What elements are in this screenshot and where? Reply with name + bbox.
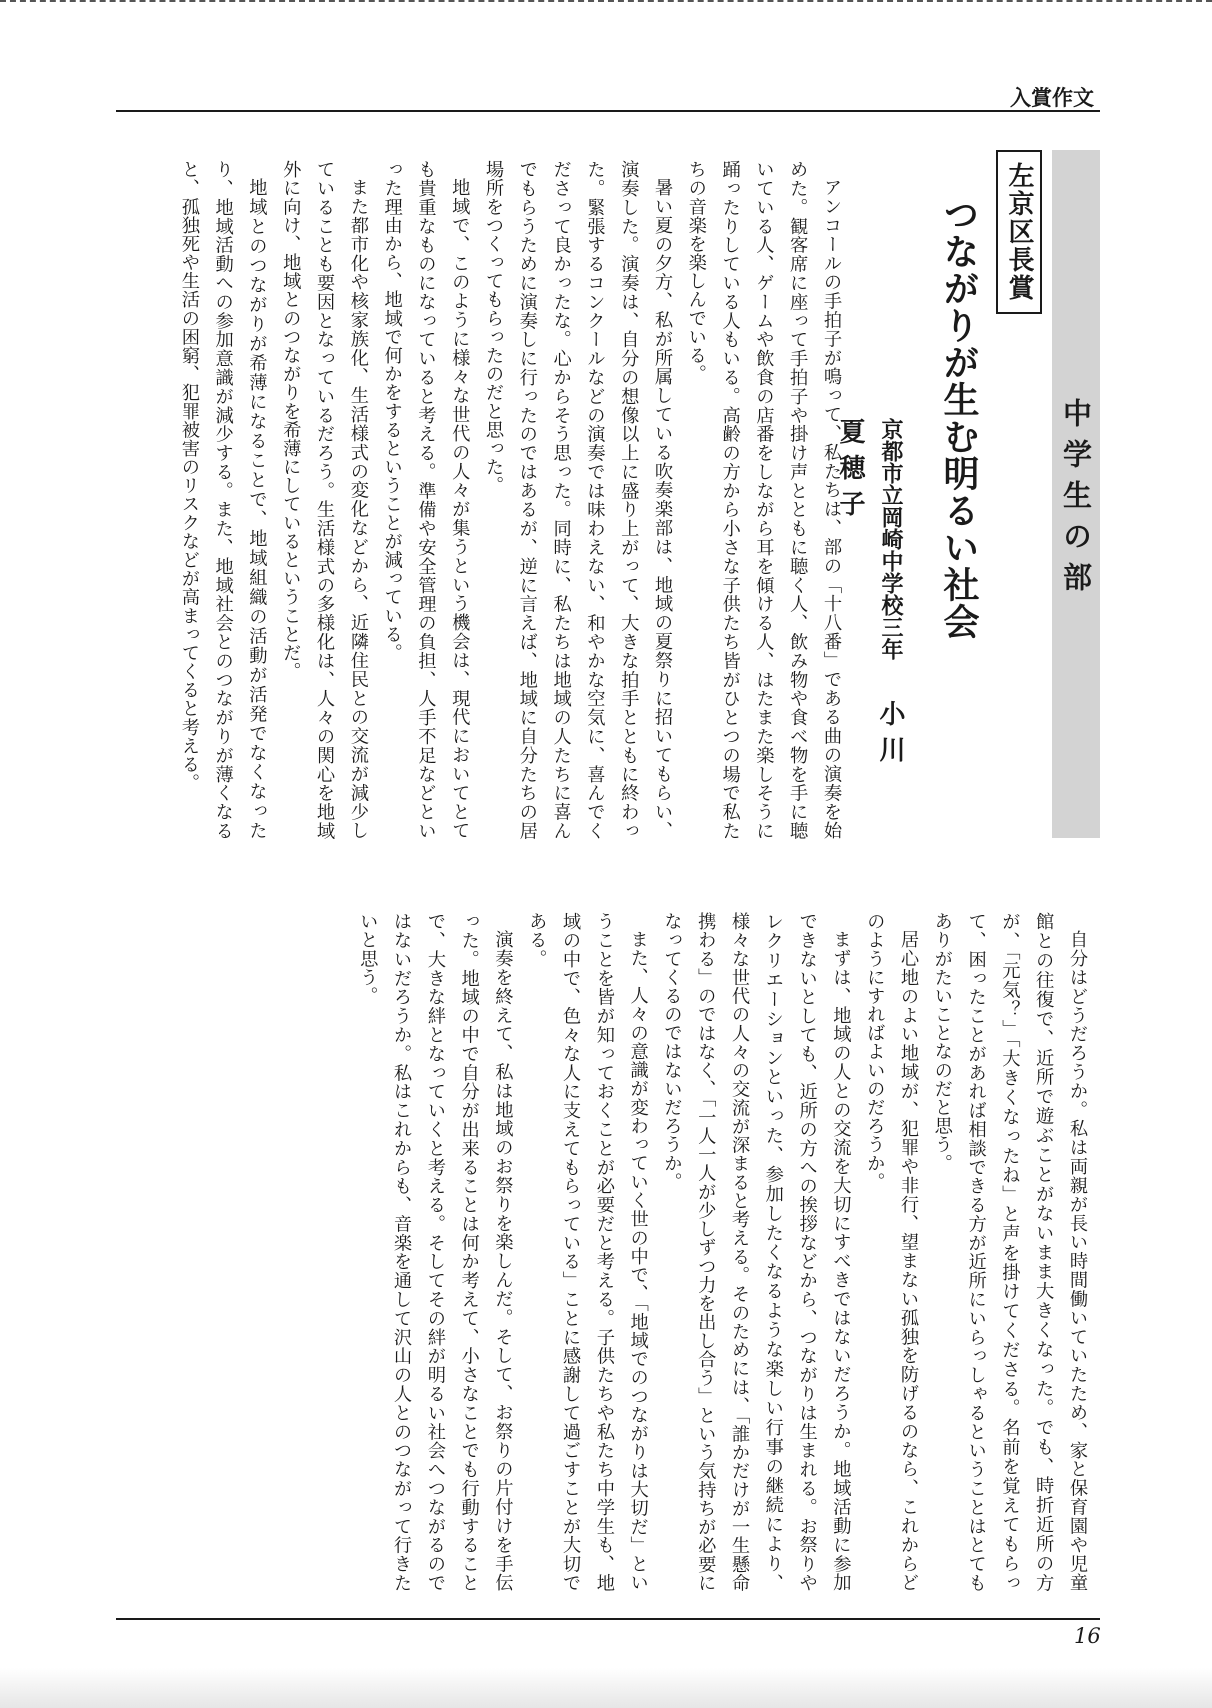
author-name: 小川 夏穂子 xyxy=(835,418,905,808)
award-label: 左京区長賞 xyxy=(996,150,1042,314)
section-title: 中学生の部 xyxy=(1059,398,1093,603)
paragraph: 自分はどうだろうか。私は両親が長い時間働いていたため、家と保育園や児童館との往復で、近所で遊ぶことがないまま大きくなった。でも、時折近所の方が、「元気？」「大きくなったね」と声を掛けてくださる。名前を覚えてもらって、困ったことがあれば相談できる方が近所にいらっしゃるということはとてもありがたいことなのだと思う。 xyxy=(931,912,1088,1592)
footer-rule xyxy=(116,1618,1100,1620)
paragraph: アンコールの手拍子が鳴って、私たちは、部の「十八番」である曲の演奏を始めた。観客席に座って手拍子や掛け声とともに聴く人、飲み物や食べ物を手に聴いている人、ゲームや飲食の店番をしながら耳を傾ける人、はたまた楽しそうに踊ったりしている人もいる。高齢の方から小さな子供たち皆がひとつの場で私たちの音楽を楽しんでいる。 xyxy=(685,160,842,840)
paragraph: まずは、地域の人との交流を大切にすべきではないだろうか。地域活動に参加できないとしても、近所の方への挨拶などから、つながりは生まれる。お祭りやレクリエーションといった、参加したくなるような楽しい行事の継続により、様々な世代の人々の交流が深まると考える。そのためには、「誰かだけが一生懸命携わる」のではなく、「一人一人が少しずつ力を出し合う」という気持ちが必要になってくるのではないだろうか。 xyxy=(661,912,852,1592)
paragraph: 居心地のよい地域が、犯罪や非行、望まない孤独を防げるのなら、これからどのようにすればよいのだろうか。 xyxy=(864,912,920,1592)
paragraph: また都市化や核家族化、生活様式の変化などから、近隣住民との交流が減少していることも要因となっているだろう。生活様式の多様化は、人々の関心を地域外に向け、地域とのつながりを希薄にしているということだ。 xyxy=(280,160,369,840)
essay-body-upper xyxy=(118,160,848,840)
paragraph: 演奏を終えて、私は地域のお祭りを楽しんだ。そして、お祭りの片付けを手伝った。地域の中で自分が出来ることは何か考えて、小さなことでも行動することで、大きな絆となっていくと考える。そしてその絆が明るい社会へつながるのではないだろうか。私はこれからも、音楽を通して沢山の人とのつながって行きたいと思う。 xyxy=(357,912,514,1592)
essay-body-lower xyxy=(358,912,1094,1592)
essay-title: つながりが生む明るい社会 xyxy=(938,196,979,640)
paragraph: 地域で、このように様々な世代の人々が集うという機会は、現代においてとても貴重なものになっていると考える。準備や安全管理の負担、人手不足などといった理由から、地域で何かをするということが減っている。 xyxy=(381,160,471,840)
page-bottom-shadow xyxy=(0,1668,1212,1708)
page-number: 16 xyxy=(1074,1624,1101,1648)
header-rule xyxy=(116,110,1100,112)
paragraph: 地域とのつながりが希薄になることで、地域組織の活動が活発でなくなったり、地域活動への参加意識が減少する。また、地域社会とのつながりが薄くなると、孤独死や生活の困窮、犯罪被害のリスクなどが高まってくると考える。 xyxy=(178,160,268,840)
author-school: 京都市立岡崎中学校三年 xyxy=(878,418,903,660)
header-label: 入賞作文 xyxy=(1010,86,1094,110)
paragraph: また、人々の意識が変わっていく世の中で、「地域でのつながりは大切だ」ということを皆が知っておくことが必要だと考える。子供たちや私たち中学生も、地域の中で、色々な人に支えてもらっている」ことに感謝して過ごすことが大切である。 xyxy=(526,912,649,1592)
top-dashed-border xyxy=(0,0,1212,10)
author-block xyxy=(835,418,910,838)
paragraph: 暑い夏の夕方、私が所属している吹奏楽部は、地域の夏祭りに招いてもらい、演奏した。演奏は、自分の想像以上に盛り上がって、大きな拍手とともに終わった。緊張するコンクールなどの演奏では味わえない、和やかな空気に、喜んでくださって良かったな。心からそう思った。同時に、私たちは地域の人たちに喜んでもらうために演奏しに行ったのではあるが、逆に言えば、地域に自分たちの居場所をつくってもらったのだと思った。 xyxy=(483,160,674,840)
